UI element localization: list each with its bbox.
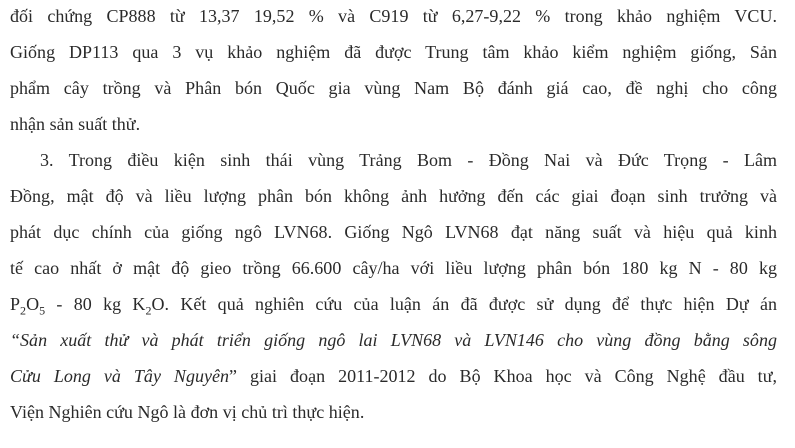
paragraph-3-line-2: Đồng, mật độ và liều lượng phân bón không ảnh hưởng đến các giai đoạn sinh trưởng và	[10, 186, 777, 206]
line-9-middle: - 80 kg K	[45, 294, 146, 314]
subscript-5: 5	[39, 303, 46, 318]
line-9-rest: O. Kết quả nghiên cứu của luận án đã được sử dụng để thực hiện Dự án	[151, 294, 777, 314]
subscript-2b: 2	[145, 303, 152, 318]
paragraph-3-line-1: 3. Trong điều kiện sinh thái vùng Trảng Bom - Đồng Nai và Đức Trọng - Lâm	[40, 150, 777, 170]
paragraph-3-line-5	[10, 292, 777, 316]
text-line-1: đối chứng CP888 từ 13,37 19,52 % và C919 từ 6,27-9,22 % trong khảo nghiệm VCU.	[10, 6, 777, 26]
text-line-4: nhận sản suất thử.	[10, 114, 141, 134]
project-title-italic-end: Cửu Long và Tây Nguyên	[10, 366, 230, 386]
paragraph-3-line-4: tế cao nhất ở mật độ gieo trồng 66.600 cây/ha với liều lượng phân bón 180 kg N - 80 kg	[10, 258, 777, 278]
text-line-2: Giống DP113 qua 3 vụ khảo nghiệm đã được Trung tâm khảo kiểm nghiệm giống, Sản	[10, 42, 777, 62]
final-line: Viện Nghiên cứu Ngô là đơn vị chủ trì thực hiện.	[10, 402, 365, 422]
subscript-2: 2	[20, 303, 27, 318]
chemical-p: P	[10, 294, 21, 314]
project-details: ” giai đoạn 2011-2012 do Bộ Khoa học và Công Nghệ đầu tư,	[229, 366, 777, 386]
project-title-line-2	[10, 364, 777, 388]
text-line-3: phẩm cây trồng và Phân bón Quốc gia vùng Nam Bộ đánh giá cao, đề nghị cho công	[10, 78, 777, 98]
paragraph-3-line-3: phát dục chính của giống ngô LVN68. Giống Ngô LVN68 đạt năng suất và hiệu quả kinh	[10, 222, 777, 242]
project-title-line-1: “Sản xuất thử và phát triển giống ngô lai LVN68 và LVN146 cho vùng đồng bằng sông	[10, 330, 777, 350]
chemical-o: O	[26, 294, 40, 314]
